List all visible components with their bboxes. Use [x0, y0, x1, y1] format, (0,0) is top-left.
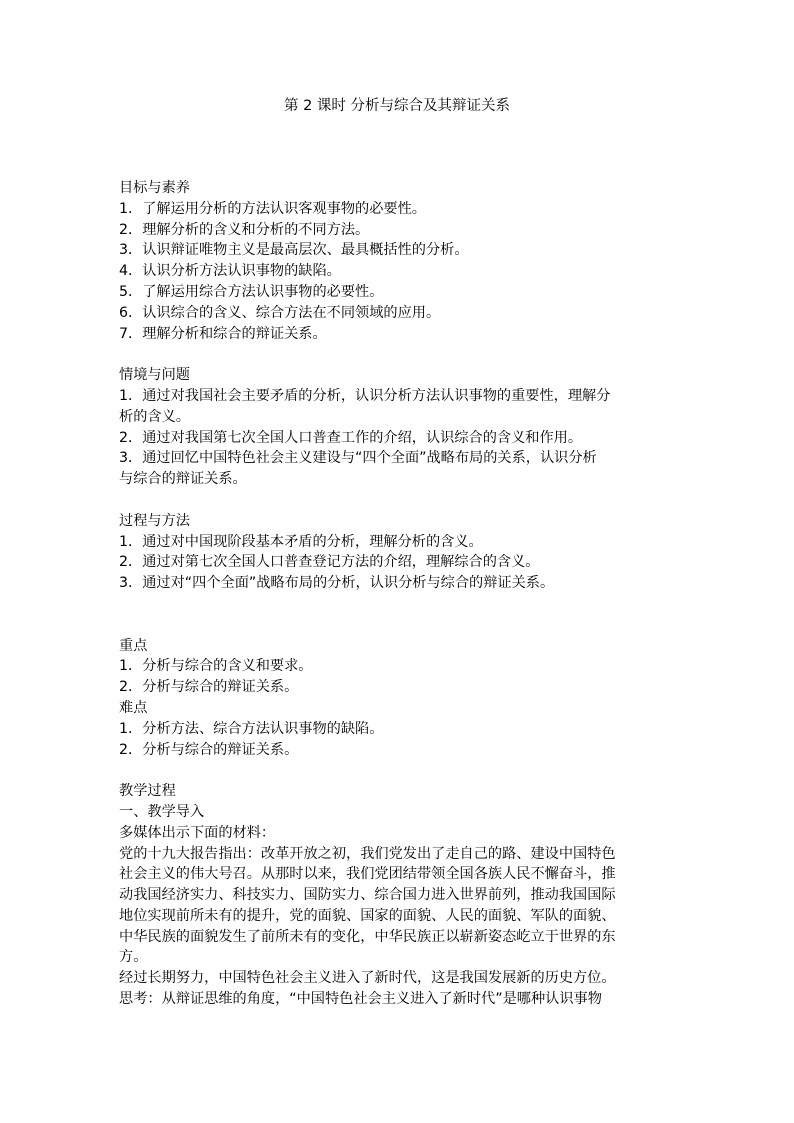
situation-line: 1．通过对我国社会主要矛盾的分析，认识分析方法认识事物的重要性，理解分	[119, 387, 611, 404]
page-title: 第 2 课时 分析与综合及其辩证关系	[283, 98, 511, 114]
key-point-item: 2．分析与综合的辩证关系。	[119, 679, 299, 696]
material-line: 社会主义的伟大号召。从那时以来，我们党团结带领全国各族人民不懈奋斗，推	[119, 866, 616, 883]
section-heading-process: 过程与方法	[119, 512, 190, 529]
situation-line: 析的含义。	[119, 408, 190, 425]
teaching-intro: 多媒体出示下面的材料：	[119, 824, 276, 841]
process-item: 2．通过对第七次全国人口普查登记方法的介绍，理解综合的含义。	[119, 554, 540, 571]
situation-line: 与综合的辩证关系。	[119, 471, 247, 488]
key-point-item: 1．分析与综合的含义和要求。	[119, 658, 313, 675]
material-line: 地位实现前所未有的提升，党的面貌、国家的面貌、人民的面貌、军队的面貌、	[119, 907, 616, 924]
material-line: 动我国经济实力、科技实力、国防实力、综合国力进入世界前列，推动我国国际	[119, 887, 616, 904]
goal-item: 4．认识分析方法认识事物的缺陷。	[119, 263, 341, 280]
section-heading-goals: 目标与素养	[119, 180, 190, 196]
goal-item: 6．认识综合的含义、综合方法在不同领域的应用。	[119, 304, 441, 321]
teaching-subheading: 一、教学导入	[119, 803, 205, 820]
situation-line: 2．通过对我国第七次全国人口普查工作的介绍，认识综合的含义和作用。	[119, 429, 583, 446]
section-heading-key-points: 重点	[119, 637, 148, 654]
situation-line: 3．通过回忆中国特色社会主义建设与“四个全面”战略布局的关系，认识分析	[119, 450, 597, 467]
goal-item: 7．理解分析和综合的辩证关系。	[119, 325, 327, 342]
process-item: 3．通过对“四个全面”战略布局的分析，认识分析与综合的辩证关系。	[119, 575, 555, 592]
goal-item: 5．了解运用综合方法认识事物的必要性。	[119, 283, 384, 300]
document-body	[119, 178, 679, 1010]
goal-item: 3．认识辩证唯物主义是最高层次、最具概括性的分析。	[119, 242, 469, 259]
material-line: 方。	[119, 949, 148, 966]
section-heading-teaching: 教学过程	[119, 783, 176, 800]
material-line: 中华民族的面貌发生了前所未有的变化，中华民族正以崭新姿态屹立于世界的东	[119, 928, 616, 945]
material-line: 经过长期努力，中国特色社会主义进入了新时代，这是我国发展新的历史方位。	[119, 970, 616, 987]
goal-item: 1．了解运用分析的方法认识客观事物的必要性。	[119, 200, 426, 217]
process-item: 1．通过对中国现阶段基本矛盾的分析，理解分析的含义。	[119, 533, 483, 550]
material-line: 思考：从辩证思维的角度，“中国特色社会主义进入了新时代”是哪种认识事物	[119, 991, 602, 1008]
material-line: 党的十九大报告指出：改革开放之初，我们党发出了走自己的路、建设中国特色	[119, 845, 616, 862]
section-heading-difficulties: 难点	[119, 699, 148, 716]
goal-item: 2．理解分析的含义和分析的不同方法。	[119, 221, 370, 238]
difficulty-item: 1．分析方法、综合方法认识事物的缺陷。	[119, 720, 384, 737]
section-heading-situation: 情境与问题	[119, 367, 190, 384]
difficulty-item: 2．分析与综合的辩证关系。	[119, 741, 299, 758]
